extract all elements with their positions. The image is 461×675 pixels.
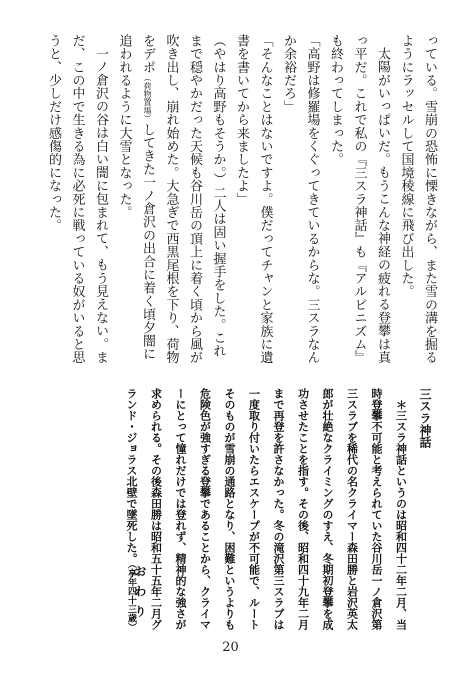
paragraph-1: っている。雪崩の恐怖に慄きながら、また雪の溝を掘るようにラッセルして国境稜線に飛び出した。 xyxy=(398,34,437,364)
paragraph-6: 一ノ倉沢の谷は白い闇に包まれて、もう見えない。まだ、この中で生きる為に必死に戦っている奴がいると思うと、少しだけ感傷的になった。 xyxy=(46,34,108,364)
footnote-text: ＊三スラ神話というのは昭和四十二年二月、当時登攀不可能と考えられていた谷川岳一ノ倉沢第三スラブを稀代の名クライマー森田勝と岩沢英太郎が壮絶なクライミングのすえ、冬期初登攀を成功させたことを指す。その後、昭和四十九年二月まで再登を許さなかった。冬の滝沢第三スラブは一度取り付いたらエスケープが不可能で、ルートそのものが雪崩の通路となり、困難というよりも危険色が強すぎる登攀であることから、クライマーにとって憧れだけでは登れず、精神的な強さが求められる。その後森田勝は昭和五十五年二月グランド・ジョラス北壁で墜死した。 xyxy=(125,388,408,630)
paragraph-5 xyxy=(112,34,230,364)
footnote-body xyxy=(119,388,413,636)
paragraph-2: 太陽がいっぱいだ。もうこんな神経の疲れる登攀は真っ平だ。これで私の『三スラ神話』も『アルピニズム』も終わってしまった。 xyxy=(328,34,390,364)
page-number: 20 xyxy=(222,640,239,655)
dialogue-reply: 「そんなことはないですよ。僕だってチャンと家族に遺書を書いてから来ましたよ」 xyxy=(234,34,273,364)
main-narrative xyxy=(21,34,441,364)
footnote-age: （享年四十三歳） xyxy=(126,564,136,632)
paragraph-5-text: （やはり高野もそうか。）二人は固い握手をした。これまで穏やかだった天候も谷川岳の頂上に着く頃から風が吹き出し、崩れ始めた。大急ぎで西黒尾根を下り、荷物をデポ xyxy=(140,34,226,364)
footnote-title: 三スラ神話 xyxy=(418,388,432,448)
dialogue-takano: 「高野は修羅場をくぐってきているからな。三スラなんか余裕だろ」 xyxy=(281,34,320,364)
paragraph-5-rest: してきた一ノ倉沢の出合に着く頃夕闇に追われるように大雪となった。 xyxy=(116,34,155,361)
ending-mark: おわり xyxy=(133,565,147,625)
depot-annotation: （荷物置場） xyxy=(143,73,152,123)
